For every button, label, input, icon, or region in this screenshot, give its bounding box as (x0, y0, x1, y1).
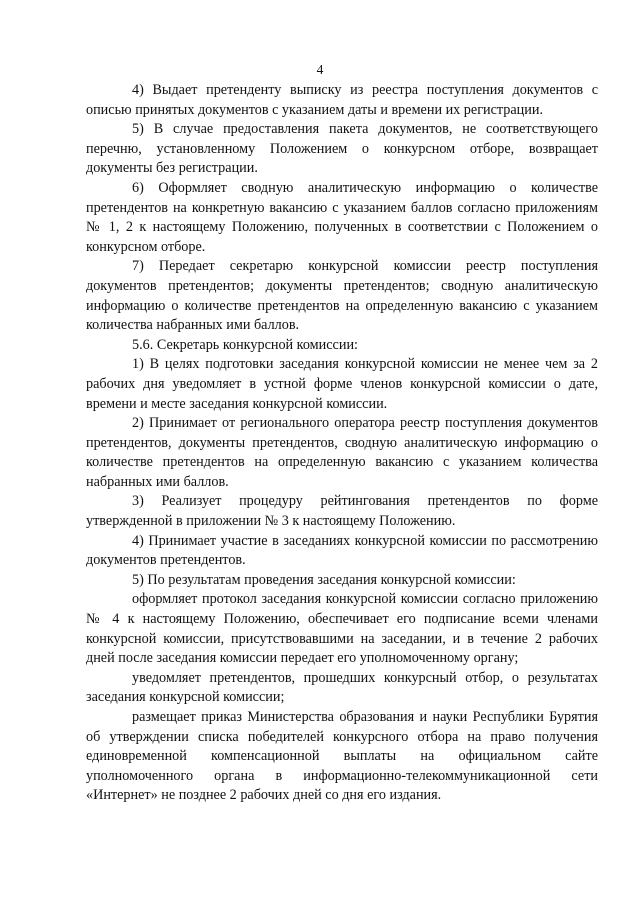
paragraph-5-returns-documents: 5) В случае предоставления пакета документов, не соответствующего перечню, установленному Положением о конкурсном отборе, возвращает документы без регистрации. (86, 121, 598, 177)
page-number: 4 (316, 62, 324, 77)
paragraph-5-results: 5) По результатам проведения заседания конкурсной комиссии: (132, 571, 516, 588)
paragraph-3-rating-procedure: 3) Реализует процедуру рейтингования претендентов по форме утвержденной в приложении № 3 к настоящему Положению. (86, 493, 598, 530)
paragraph-2-receives-documents: 2) Принимает от регионального оператора реестр поступления документов претендентов, документы претендентов, сводную аналитическую информацию о количестве претендентов на определенную вакансию с указанием количества набранных ими баллов. (86, 415, 598, 490)
paragraph-1-notifies-members: 1) В целях подготовки заседания конкурсной комиссии не менее чем за 2 рабочих дня уведомляет в устной форме членов конкурсной комиссии о дате, времени и месте заседания конкурсной комиссии. (86, 356, 598, 412)
document-body (86, 81, 598, 806)
paragraph-drafts-protocol: оформляет протокол заседания конкурсной комиссии согласно приложению № 4 к настоящему Положению, обеспечивает его подписание всеми членами конкурсной комиссии, присутствовавшими на заседании, и в течение 2 рабочих дней после заседания комиссии передает его уполномоченному органу; (86, 591, 598, 667)
paragraph-publishes-order: размещает приказ Министерства образования и науки Республики Бурятия об утверждении списка победителей конкурсного отбора на право получения единовременной компенсационной выплаты на официальном сайте уполномоченного органа в информационно-телекоммуникационной сети «Интернет» не позднее 2 рабочих дней со дня его издания. (86, 709, 598, 804)
paragraph-notifies-applicants: уведомляет претендентов, прошедших конкурсный отбор, о результатах заседания конкурсной комиссии; (86, 669, 598, 706)
paragraph-4-participates: 4) Принимает участие в заседаниях конкурсной комиссии по рассмотрению документов претендентов. (86, 532, 598, 569)
paragraph-4-issues-extract: 4) Выдает претенденту выписку из реестра поступления документов с описью принятых документов с указанием даты и времени их регистрации. (86, 82, 598, 118)
paragraph-7-transfers-registry: 7) Передает секретарю конкурсной комиссии реестр поступления документов претендентов; документы претендентов; сводную аналитическую информацию о количестве претендентов на определенную вакансию с указанием количества набранных ими баллов. (86, 258, 598, 334)
paragraph-6-analytical-info: 6) Оформляет сводную аналитическую информацию о количестве претендентов на конкретную вакансию с указанием баллов согласно приложениям № 1, 2 к настоящему Положению, полученных в соответствии с Положением о конкурсном отборе. (86, 179, 598, 255)
section-5-6-heading: 5.6. Секретарь конкурсной комиссии: (132, 336, 358, 353)
